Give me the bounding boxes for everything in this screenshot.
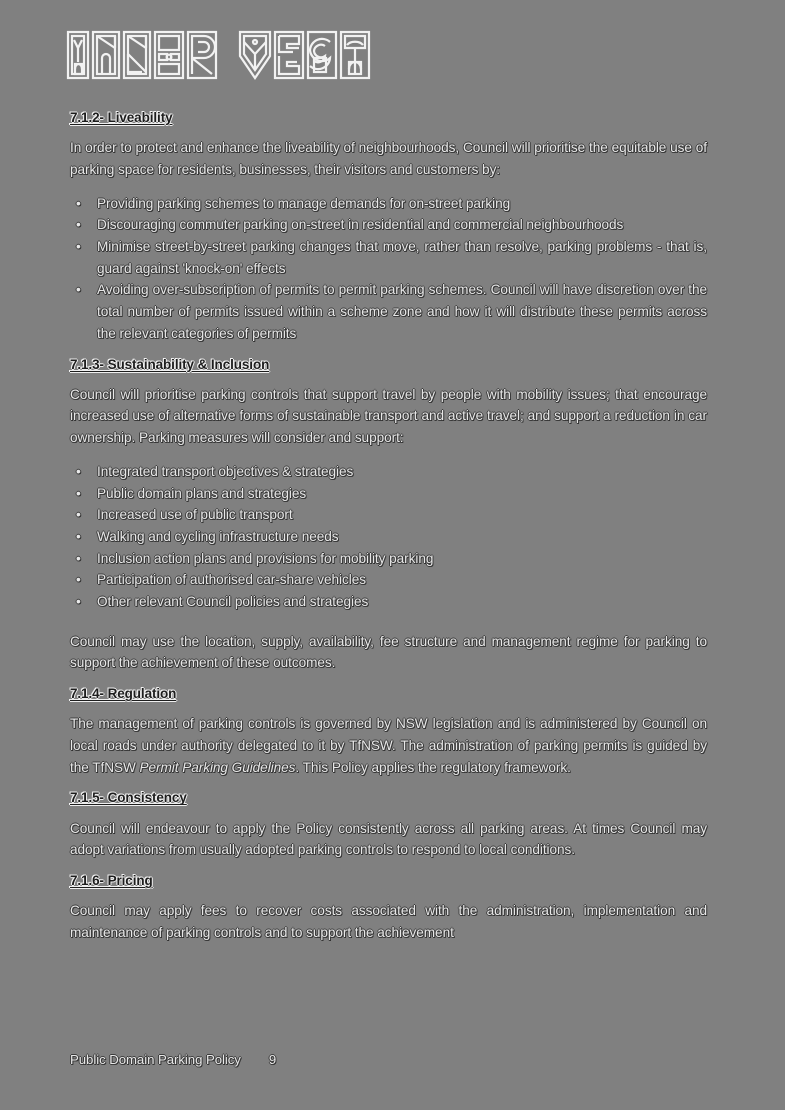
bullet-icon: •	[76, 239, 81, 254]
bullet-icon: •	[76, 282, 81, 298]
inner-west-council-logo	[64, 26, 384, 88]
bullet-icon: •	[76, 594, 81, 610]
list-item-label: Increased use of public transport	[97, 507, 293, 523]
list-item-label: Walking and cycling infrastructure needs	[97, 528, 339, 544]
list-item	[70, 214, 707, 236]
bullet-icon: •	[76, 463, 81, 479]
bullet-icon: •	[76, 195, 81, 211]
bullet-icon: •	[76, 507, 81, 523]
bullet-icon: •	[76, 572, 81, 588]
section-heading-712: 7.1.2- Liveability	[70, 110, 173, 125]
list-item-label: Other relevant Council policies and strategies	[97, 594, 369, 610]
section-712-intro-paragraph: In order to protect and enhance the liveability of neighbourhoods, Council will prioritise the equitable use of parking space for residents, businesses, their visitors and customers by:	[70, 140, 707, 177]
section-713-intro-paragraph: Council will prioritise parking controls that support travel by people with mobility issues; that encourage increased use of alternative forms of sustainable transport and active travel; and support a reduction in car ownership. Parking measures will consider and support:	[70, 386, 707, 446]
section-heading-713: 7.1.3- Sustainability & Inclusion	[70, 356, 270, 372]
list-item	[70, 461, 707, 483]
list-item	[70, 193, 707, 215]
list-item	[70, 569, 707, 591]
section-heading-715: 7.1.5- Consistency	[70, 790, 187, 806]
list-item-label: Avoiding over-subscription of permits to permit parking schemes. Council will have discretion over the total number of permits issued within a scheme zone and how it will distribute these permits across the relevant categories of permits	[97, 282, 707, 341]
list-item-label: Integrated transport objectives & strategies	[97, 463, 354, 479]
section-714-text-part-2: . This Policy applies the regulatory framework.	[295, 759, 571, 775]
section-712-bullet-list	[70, 193, 707, 345]
section-714-paragraph	[70, 713, 707, 778]
list-item	[70, 483, 707, 505]
document-content	[70, 110, 707, 956]
section-716-paragraph: Council may apply fees to recover costs associated with the administration, implementation and maintenance of parking controls and to support the achievement	[70, 903, 707, 940]
footer-document-title: Public Domain Parking Policy	[70, 1052, 241, 1067]
section-715-paragraph: Council will endeavour to apply the Policy consistently across all parking areas. At times Council may adopt variations from usually adopted parking controls to respond to local conditions.	[70, 820, 707, 858]
list-item-label: Providing parking schemes to manage demands for on-street parking	[97, 195, 511, 211]
section-heading-716: 7.1.6- Pricing	[70, 873, 153, 889]
footer-page-number: 9	[268, 1052, 277, 1067]
section-714-text-part-1: The management of parking controls is governed by NSW legislation and is administered by Council on local roads under authority delegated to it by TfNSW. The administration of parking permits is guided by the TfNSW	[70, 716, 707, 775]
bullet-icon: •	[76, 217, 81, 233]
list-item	[70, 504, 707, 526]
page-footer	[70, 1052, 707, 1067]
list-item-label: Participation of authorised car-share vehicles	[97, 572, 366, 588]
list-item	[70, 591, 707, 613]
list-item-label: Public domain plans and strategies	[97, 485, 307, 501]
section-713-outro-paragraph: Council may use the location, supply, availability, fee structure and management regime for parking to support the achievement of these outcomes.	[70, 633, 707, 671]
list-item	[70, 526, 707, 548]
guidelines-title: Permit Parking Guidelines	[139, 759, 296, 775]
list-item	[70, 279, 707, 344]
bullet-icon: •	[76, 485, 81, 501]
list-item	[70, 548, 707, 570]
list-item	[70, 236, 707, 279]
bullet-icon: •	[76, 550, 81, 566]
list-item-label: Inclusion action plans and provisions for mobility parking	[97, 550, 434, 566]
logo-wordmark-icon	[64, 26, 384, 88]
list-item-label: Discouraging commuter parking on-street in residential and commercial neighbourhoods	[97, 217, 624, 233]
section-heading-714: 7.1.4- Regulation	[70, 686, 177, 702]
section-713-bullet-list	[70, 461, 707, 613]
bullet-icon: •	[76, 528, 81, 544]
list-item-label: Minimise street-by-street parking changes that move, rather than resolve, parking problems - that is, guard against 'knock-on' effects	[97, 239, 707, 276]
